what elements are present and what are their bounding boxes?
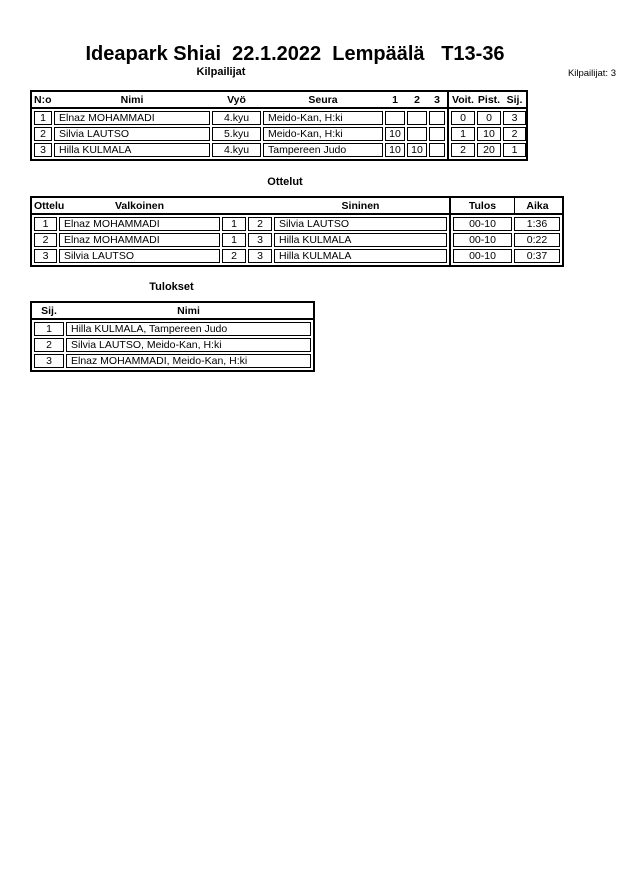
- match-no-cell: 2: [34, 233, 57, 247]
- name-cell: Hilla KULMALA, Tampereen Judo: [66, 322, 311, 336]
- blue-name-cell: Hilla KULMALA: [274, 249, 447, 263]
- table-row: [34, 249, 560, 263]
- blue-name-cell: Hilla KULMALA: [274, 233, 447, 247]
- competitor-count: Kilpailijat: 3: [567, 68, 616, 79]
- table-row: [34, 338, 311, 352]
- name-cell: Hilla KULMALA: [54, 143, 210, 157]
- competitors-body: [32, 109, 526, 159]
- name-cell: Elnaz MOHAMMADI, Meido-Kan, H:ki: [66, 354, 311, 368]
- round3-cell: [429, 143, 445, 157]
- time-cell: 1:36: [514, 217, 560, 231]
- table-row: [34, 217, 560, 231]
- no-cell: 3: [34, 143, 52, 157]
- header-no: N:o: [34, 93, 52, 106]
- header-round3: 3: [434, 93, 440, 106]
- thick-divider: [447, 92, 449, 107]
- place-cell: 2: [34, 338, 64, 352]
- header-round2: 2: [414, 93, 420, 106]
- place-cell: 2: [503, 127, 526, 141]
- time-cell: 0:37: [514, 249, 560, 263]
- blue-no-cell: 3: [248, 249, 272, 263]
- table-row: [34, 354, 311, 368]
- matches-section-title: Ottelut: [267, 176, 303, 188]
- white-no-cell: 1: [222, 217, 246, 231]
- header-result: Tulos: [468, 199, 497, 212]
- time-cell: 0:22: [514, 233, 560, 247]
- header-place: Sij.: [506, 93, 523, 106]
- match-no-cell: 3: [34, 249, 57, 263]
- header-time: Aika: [514, 198, 560, 213]
- header-white: Valkoinen: [114, 199, 165, 212]
- points-cell: 10: [477, 127, 501, 141]
- thick-divider: [449, 249, 451, 263]
- blue-no-cell: 2: [248, 217, 272, 231]
- club-cell: Tampereen Judo: [263, 143, 383, 157]
- competitors-header-row: [32, 92, 526, 109]
- points-cell: 0: [477, 111, 501, 125]
- matches-body: [32, 215, 562, 265]
- thick-divider: [447, 143, 449, 157]
- name-cell: Silvia LAUTSO: [54, 127, 210, 141]
- name-cell: Silvia LAUTSO, Meido-Kan, H:ki: [66, 338, 311, 352]
- table-row: [34, 127, 524, 141]
- club-cell: Meido-Kan, H:ki: [263, 127, 383, 141]
- blue-no-cell: 3: [248, 233, 272, 247]
- header-wins: Voit.: [452, 93, 474, 106]
- thick-divider: [449, 198, 451, 213]
- points-cell: 20: [477, 143, 501, 157]
- page-title: Ideapark Shiai 22.1.2022 Lempäälä T13-36: [85, 43, 505, 65]
- round1-cell: [385, 111, 405, 125]
- matches-header-row: [32, 198, 562, 215]
- results-header-row: [32, 303, 313, 320]
- results-body: [32, 320, 313, 370]
- round2-cell: [407, 127, 427, 141]
- competitors-table: [30, 90, 528, 161]
- table-row: [34, 111, 524, 125]
- round3-cell: [429, 127, 445, 141]
- table-row: [34, 233, 560, 247]
- header-match: Ottelu: [34, 199, 65, 212]
- header-blue-no: [248, 198, 272, 213]
- round1-cell: 10: [385, 127, 405, 141]
- header-blue: Sininen: [341, 199, 380, 212]
- header-place: Sij.: [41, 304, 57, 317]
- belt-cell: 4.kyu: [212, 143, 261, 157]
- belt-cell: 4.kyu: [212, 111, 261, 125]
- header-points: Pist.: [477, 93, 501, 106]
- header-white-no: [222, 198, 246, 213]
- white-name-cell: Silvia LAUTSO: [59, 249, 220, 263]
- white-name-cell: Elnaz MOHAMMADI: [59, 233, 220, 247]
- white-no-cell: 1: [222, 233, 246, 247]
- place-cell: 1: [34, 322, 64, 336]
- thick-divider: [449, 233, 451, 247]
- result-cell: 00-10: [453, 217, 512, 231]
- round3-cell: [429, 111, 445, 125]
- header-round1: 1: [392, 93, 398, 106]
- thick-divider: [449, 217, 451, 231]
- no-cell: 2: [34, 127, 52, 141]
- belt-cell: 5.kyu: [212, 127, 261, 141]
- result-cell: 00-10: [453, 249, 512, 263]
- round1-cell: 10: [385, 143, 405, 157]
- table-row: [34, 143, 524, 157]
- thick-divider: [447, 111, 449, 125]
- place-cell: 1: [503, 143, 526, 157]
- wins-cell: 0: [451, 111, 475, 125]
- table-row: [34, 322, 311, 336]
- club-cell: Meido-Kan, H:ki: [263, 111, 383, 125]
- match-no-cell: 1: [34, 217, 57, 231]
- white-name-cell: Elnaz MOHAMMADI: [59, 217, 220, 231]
- matches-table: [30, 196, 564, 267]
- round2-cell: 10: [407, 143, 427, 157]
- name-cell: Elnaz MOHAMMADI: [54, 111, 210, 125]
- results-table: [30, 301, 315, 372]
- header-name: Nimi: [120, 93, 144, 106]
- no-cell: 1: [34, 111, 52, 125]
- thick-divider: [447, 127, 449, 141]
- wins-cell: 1: [451, 127, 475, 141]
- header-club: Seura: [308, 93, 338, 106]
- header-belt: Vyö: [227, 93, 246, 106]
- result-cell: 00-10: [453, 233, 512, 247]
- round2-cell: [407, 111, 427, 125]
- wins-cell: 2: [451, 143, 475, 157]
- place-cell: 3: [34, 354, 64, 368]
- competitors-section-title: Kilpailijat: [196, 66, 246, 78]
- blue-name-cell: Silvia LAUTSO: [274, 217, 447, 231]
- header-name: Nimi: [177, 304, 200, 317]
- results-section-title: Tulokset: [149, 281, 194, 293]
- white-no-cell: 2: [222, 249, 246, 263]
- place-cell: 3: [503, 111, 526, 125]
